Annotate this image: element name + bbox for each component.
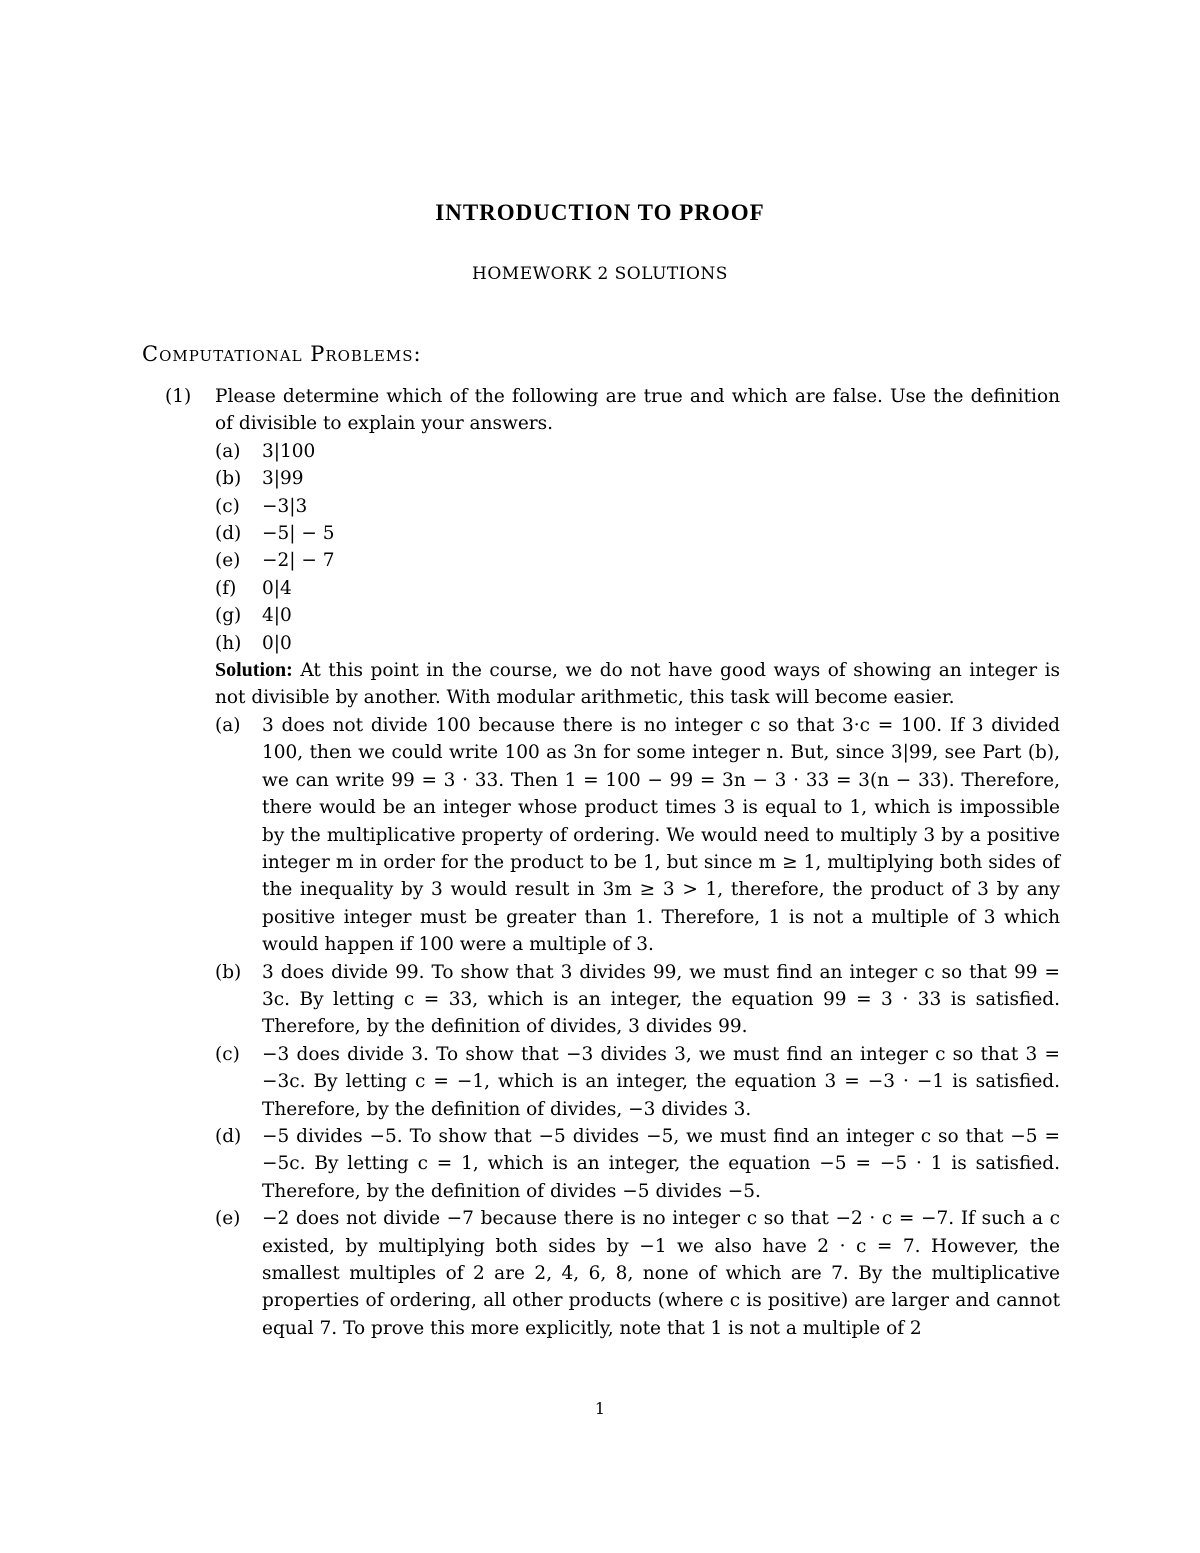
- problem-item: [215, 602, 1060, 629]
- solution-items: [215, 712, 1060, 1342]
- item-label: (h): [215, 632, 242, 654]
- solution-item-label: (c): [215, 1043, 240, 1065]
- solution-item: [215, 1123, 1060, 1205]
- solution-item-text: 3 does not divide 100 because there is no integer c so that 3·c = 100. If 3 divided 100, then we could write 100 as 3n for some integer n. But, since 3|99, see Part (b), we can write 99 = 3 · 33. Then 1 = 100 − 99 = 3n − 3 · 33 = 3(n − 33). Therefore, there would be an integer whose product times 3 is equal to 1, which is impossible by the multiplicative property of ordering. We would need to multiply 3 by a positive integer m in order for the product to be 1, but since m ≥ 1, multiplying both sides of the inequality by 3 would result in 3m ≥ 3 > 1, therefore, the product of 3 by any positive integer must be greater than 1. Therefore, 1 is not a multiple of 3 which would happen if 100 were a multiple of 3.: [262, 714, 1060, 956]
- problem-item: [215, 575, 1060, 602]
- solution-item-text: −2 does not divide −7 because there is no integer c so that −2 · c = −7. If such a c existed, by multiplying both sides by −1 we also have 2 · c = 7. However, the smallest multiples of 2 are 2, 4, 6, 8, none of which are 7. By the multiplicative properties of ordering, all other products (where c is positive) are larger and cannot equal 7. To prove this more explicitly, note that 1 is not a multiple of 2: [262, 1208, 1060, 1339]
- document-body: [165, 383, 1060, 1342]
- solution-item-label: (a): [215, 714, 241, 736]
- item-label: (a): [215, 440, 241, 462]
- item-text: −2| − 7: [262, 550, 335, 572]
- solution-item: [215, 1041, 1060, 1123]
- item-text: 3|99: [262, 468, 304, 490]
- solution-item: [215, 712, 1060, 959]
- solution-intro: [215, 657, 1060, 712]
- problem-item: [215, 493, 1060, 520]
- problem-item: [215, 630, 1060, 657]
- item-label: (g): [215, 605, 242, 627]
- solution-intro-text: At this point in the course, we do not have good ways of showing an integer is not divisible by another. With modular arithmetic, this task will become easier.: [215, 660, 1060, 709]
- section-heading: Computational Problems:: [142, 342, 422, 366]
- item-text: 4|0: [262, 605, 292, 627]
- problem-item: [215, 547, 1060, 574]
- solution-label: Solution:: [215, 659, 293, 682]
- item-label: (b): [215, 468, 242, 490]
- item-text: 3|100: [262, 440, 316, 462]
- item-label: (f): [215, 577, 237, 599]
- problem-statement: Please determine which of the following are true and which are false. Use the definition of divisible to explain your answers.: [215, 386, 1060, 435]
- problem-1: [165, 383, 1060, 438]
- item-text: 0|4: [262, 577, 292, 599]
- problem-items: [215, 438, 1060, 657]
- item-label: (e): [215, 550, 241, 572]
- solution-item: [215, 1205, 1060, 1342]
- solution-item-text: −3 does divide 3. To show that −3 divides 3, we must find an integer c so that 3 = −3c. By letting c = −1, which is an integer, the equation 3 = −3 · −1 is satisfied. Therefore, by the definition of divides, −3 divides 3.: [262, 1043, 1060, 1120]
- item-label: (c): [215, 495, 240, 517]
- solution-item-text: −5 divides −5. To show that −5 divides −5, we must find an integer c so that −5 = −5c. By letting c = 1, which is an integer, the equation −5 = −5 · 1 is satisfied. Therefore, by the definition of divides −5 divides −5.: [262, 1125, 1060, 1202]
- item-label: (d): [215, 523, 242, 545]
- item-text: −3|3: [262, 495, 308, 517]
- solution-item: [215, 959, 1060, 1041]
- document-title: INTRODUCTION TO PROOF: [435, 200, 765, 225]
- item-text: −5| − 5: [262, 523, 335, 545]
- problem-item: [215, 465, 1060, 492]
- solution-item-label: (b): [215, 961, 242, 983]
- solution-item-label: (e): [215, 1208, 241, 1230]
- document-subtitle: HOMEWORK 2 SOLUTIONS: [472, 264, 728, 284]
- page-number: 1: [594, 1399, 606, 1418]
- solution-item-text: 3 does divide 99. To show that 3 divides 99, we must find an integer c so that 99 = 3c. By letting c = 33, which is an integer, the equation 99 = 3 · 33 is satisfied. Therefore, by the definition of divides, 3 divides 99.: [262, 961, 1060, 1038]
- item-text: 0|0: [262, 632, 292, 654]
- problem-item: [215, 438, 1060, 465]
- solution-item-label: (d): [215, 1125, 242, 1147]
- problem-item: [215, 520, 1060, 547]
- problem-number: (1): [165, 386, 192, 407]
